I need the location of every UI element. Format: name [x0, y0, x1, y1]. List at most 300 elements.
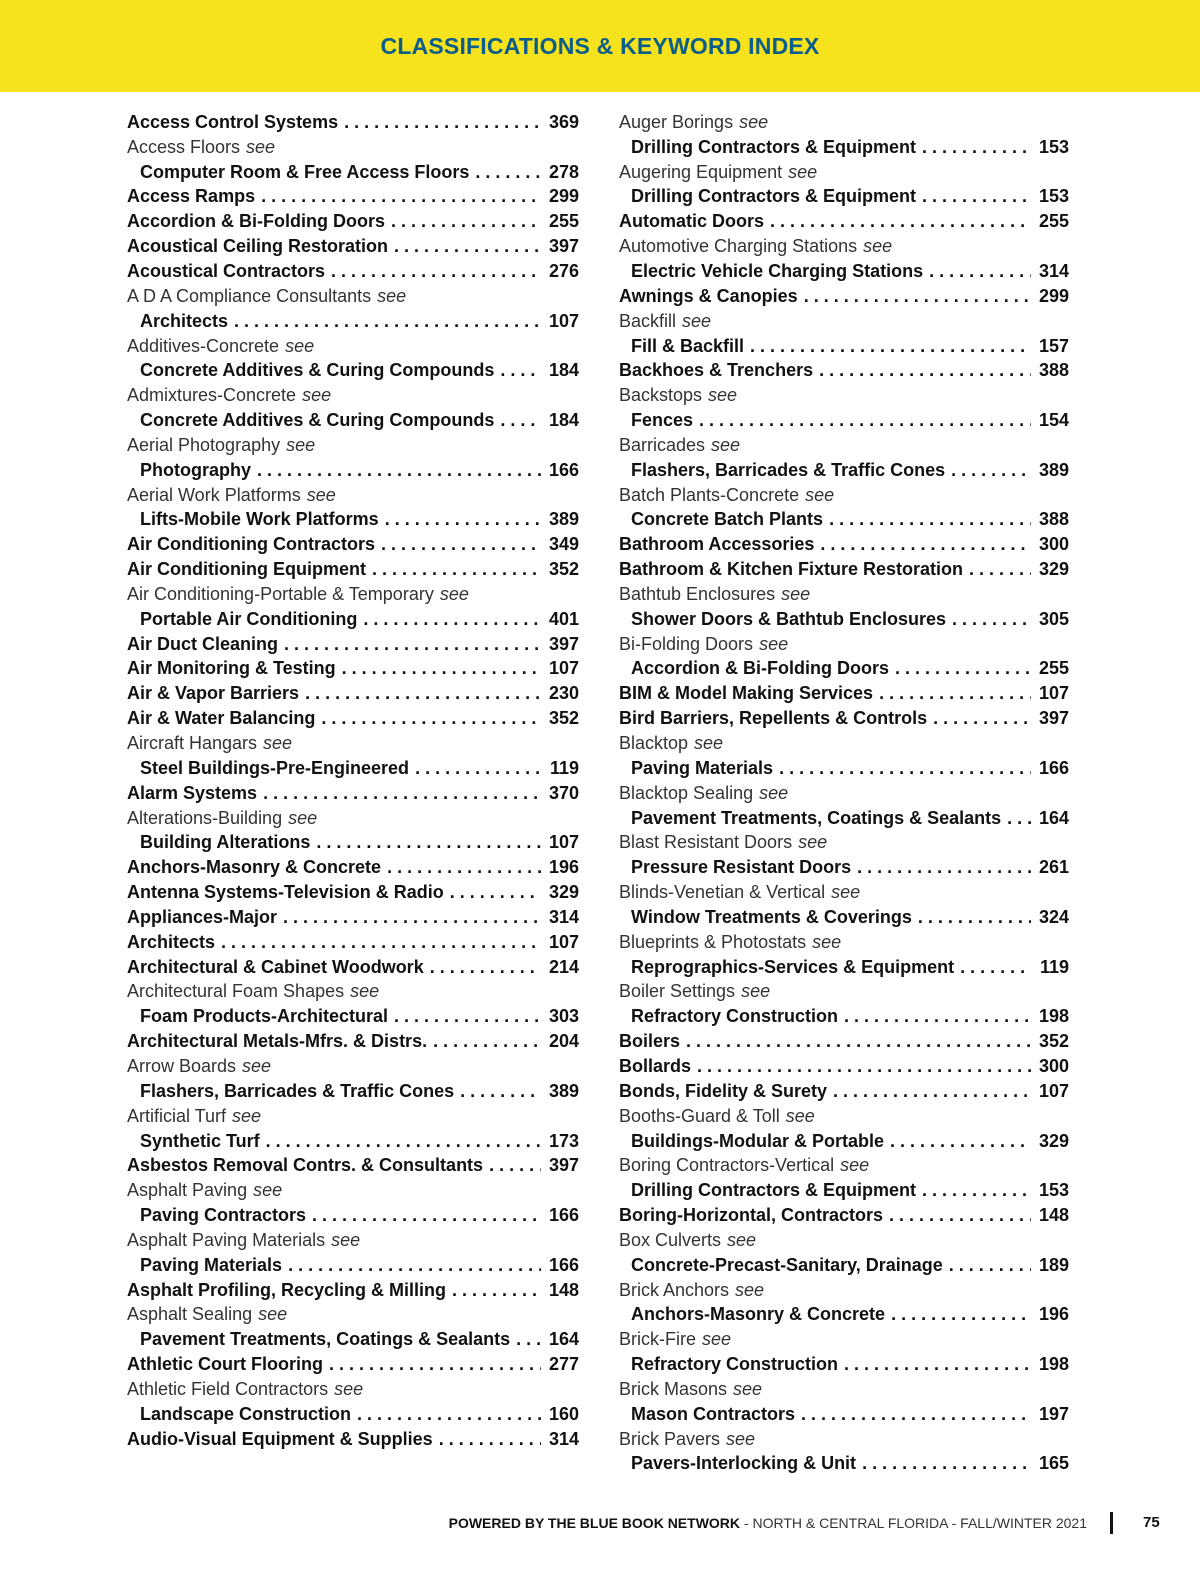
dot-leader	[357, 1404, 541, 1425]
dot-leader	[385, 509, 541, 530]
entry-page-number: 300	[1038, 534, 1069, 555]
dot-leader	[266, 1131, 541, 1152]
index-cross-reference	[127, 1178, 579, 1203]
entry-title: Concrete-Precast-Sanitary, Drainage	[631, 1254, 943, 1275]
see-label: see	[840, 1155, 870, 1176]
entry-title: Refractory Construction	[631, 1354, 839, 1375]
entry-page-number: 107	[1038, 1080, 1069, 1101]
entry-page-number: 389	[1038, 459, 1069, 480]
dot-leader	[686, 1031, 1031, 1052]
dot-leader	[929, 261, 1031, 282]
index-entry-target	[127, 408, 579, 433]
see-label: see	[377, 285, 407, 306]
index-cross-reference	[619, 781, 1069, 806]
index-entry-target	[619, 1452, 1069, 1477]
index-entry-target	[619, 756, 1069, 781]
index-cross-reference	[619, 383, 1069, 408]
entry-title: Paving Contractors	[140, 1205, 307, 1226]
index-entry	[619, 1029, 1069, 1054]
index-cross-reference	[619, 582, 1069, 607]
entry-page-number: 153	[1038, 186, 1069, 207]
entry-title: Air Conditioning Equipment	[127, 559, 366, 580]
dot-leader	[857, 857, 1031, 878]
entry-title: Computer Room & Free Access Floors	[140, 161, 470, 182]
entry-title: Acoustical Ceiling Restoration	[127, 236, 389, 257]
cross-reference-term: Asphalt Paving	[127, 1180, 248, 1201]
cross-reference-term: Air Conditioning-Portable & Temporary	[127, 583, 434, 604]
entry-title: Air & Vapor Barriers	[127, 683, 300, 704]
entry-page-number: 401	[548, 608, 579, 629]
cross-reference-term: Brick-Fire	[619, 1329, 696, 1350]
entry-title: Synthetic Turf	[140, 1130, 260, 1151]
entry-title: Photography	[140, 459, 251, 480]
entry-page-number: 198	[1038, 1006, 1069, 1027]
see-label: see	[781, 583, 811, 604]
see-label: see	[306, 484, 336, 505]
entry-title: Boring-Horizontal, Contractors	[619, 1205, 883, 1226]
see-label: see	[302, 385, 332, 406]
page-footer	[0, 1512, 1200, 1536]
entry-page-number: 153	[1038, 1180, 1069, 1201]
entry-title: Architectural & Cabinet Woodwork	[127, 956, 424, 977]
dot-leader	[305, 683, 541, 704]
entry-title: Landscape Construction	[140, 1403, 352, 1424]
dot-leader	[862, 1453, 1031, 1474]
index-entry	[127, 1278, 579, 1303]
see-label: see	[331, 1229, 361, 1250]
dot-leader	[895, 658, 1031, 679]
entry-page-number: 184	[548, 410, 579, 431]
entry-title: Concrete Additives & Curing Compounds	[140, 360, 495, 381]
see-label: see	[798, 832, 828, 853]
dot-leader	[804, 286, 1031, 307]
entry-page-number: 314	[548, 906, 579, 927]
see-label: see	[739, 111, 769, 132]
entry-page-number: 397	[548, 633, 579, 654]
index-entry	[127, 1029, 579, 1054]
entry-title: Asbestos Removal Contrs. & Consultants	[127, 1155, 484, 1176]
cross-reference-term: Arrow Boards	[127, 1055, 237, 1076]
index-entry-target	[619, 408, 1069, 433]
index-entry-target	[127, 309, 579, 334]
entry-page-number: 255	[1038, 658, 1069, 679]
index-cross-reference	[619, 1278, 1069, 1303]
dot-leader	[1007, 808, 1031, 829]
entry-page-number: 157	[1038, 335, 1069, 356]
index-entry-target	[127, 160, 579, 185]
index-entry-target	[619, 1303, 1069, 1328]
dot-leader	[489, 1155, 541, 1176]
entry-title: Drilling Contractors & Equipment	[631, 1180, 917, 1201]
index-entry	[127, 930, 579, 955]
dot-leader	[844, 1006, 1031, 1027]
entry-page-number: 189	[1038, 1254, 1069, 1275]
entry-page-number: 329	[1038, 559, 1069, 580]
entry-page-number: 107	[548, 310, 579, 331]
index-entry-target	[619, 1352, 1069, 1377]
entry-title: Access Ramps	[127, 186, 256, 207]
dot-leader	[933, 708, 1031, 729]
index-entry	[127, 657, 579, 682]
footer-edition: - NORTH & CENTRAL FLORIDA - FALL/WINTER 2021	[740, 1515, 1087, 1531]
cross-reference-term: Admixtures-Concrete	[127, 385, 297, 406]
cross-reference-term: Booths-Guard & Toll	[619, 1105, 780, 1126]
dot-leader	[949, 1255, 1031, 1276]
cross-reference-term: Athletic Field Contractors	[127, 1378, 329, 1399]
index-entry-target	[619, 1004, 1069, 1029]
see-label: see	[788, 161, 818, 182]
entry-page-number: 352	[548, 708, 579, 729]
entry-title: Concrete Additives & Curing Compounds	[140, 410, 495, 431]
index-entry	[619, 1054, 1069, 1079]
dot-leader	[833, 1081, 1031, 1102]
index-entry	[619, 681, 1069, 706]
entry-title: Refractory Construction	[631, 1006, 839, 1027]
index-cross-reference	[127, 433, 579, 458]
entry-page-number: 166	[1038, 757, 1069, 778]
index-entry	[127, 234, 579, 259]
footer-text	[449, 1515, 1087, 1531]
index-entry	[127, 1352, 579, 1377]
index-cross-reference	[127, 483, 579, 508]
index-entry-target	[127, 1129, 579, 1154]
entry-title: Electric Vehicle Charging Stations	[631, 260, 924, 281]
index-entry-target	[619, 259, 1069, 284]
entry-title: Mason Contractors	[631, 1403, 796, 1424]
cross-reference-term: Augering Equipment	[619, 161, 783, 182]
see-label: see	[708, 385, 738, 406]
index-entry-target	[127, 1253, 579, 1278]
entry-title: Bathroom Accessories	[619, 534, 815, 555]
index-entry-target	[127, 508, 579, 533]
dot-leader	[452, 1280, 541, 1301]
entry-title: Drilling Contractors & Equipment	[631, 136, 917, 157]
entry-page-number: 388	[1038, 509, 1069, 530]
index-entry-target	[127, 1402, 579, 1427]
entry-title: Air Duct Cleaning	[127, 633, 279, 654]
cross-reference-term: Blast Resistant Doors	[619, 832, 793, 853]
index-entry	[127, 632, 579, 657]
dot-leader	[263, 783, 541, 804]
entry-page-number: 369	[548, 111, 579, 132]
entry-title: BIM & Model Making Services	[619, 683, 874, 704]
entry-title: Concrete Batch Plants	[631, 509, 824, 530]
page-number: 75	[1143, 1514, 1160, 1531]
entry-page-number: 329	[1038, 1130, 1069, 1151]
dot-leader	[922, 137, 1031, 158]
dot-leader	[430, 957, 541, 978]
entry-page-number: 276	[548, 260, 579, 281]
entry-page-number: 166	[548, 1254, 579, 1275]
entry-title: Pressure Resistant Doors	[631, 857, 852, 878]
entry-page-number: 300	[1038, 1055, 1069, 1076]
index-cross-reference	[619, 160, 1069, 185]
entry-title: Boilers	[619, 1031, 681, 1052]
dot-leader	[918, 907, 1031, 928]
entry-page-number: 397	[548, 1155, 579, 1176]
dot-leader	[381, 534, 541, 555]
entry-title: Air & Water Balancing	[127, 708, 316, 729]
see-label: see	[288, 807, 318, 828]
cross-reference-term: Boiler Settings	[619, 981, 736, 1002]
cross-reference-term: Aircraft Hangars	[127, 733, 258, 754]
cross-reference-term: Brick Anchors	[619, 1279, 730, 1300]
entry-page-number: 184	[548, 360, 579, 381]
index-cross-reference	[127, 1228, 579, 1253]
entry-page-number: 160	[548, 1403, 579, 1424]
cross-reference-term: Aerial Photography	[127, 434, 281, 455]
index-entry-target	[127, 458, 579, 483]
see-label: see	[439, 583, 469, 604]
index-entry	[127, 880, 579, 905]
cross-reference-term: A D A Compliance Consultants	[127, 285, 372, 306]
entry-page-number: 255	[548, 211, 579, 232]
dot-leader	[415, 758, 541, 779]
index-cross-reference	[619, 632, 1069, 657]
entry-page-number: 230	[548, 683, 579, 704]
entry-title: Flashers, Barricades & Traffic Cones	[140, 1080, 455, 1101]
dot-leader	[891, 1304, 1031, 1325]
see-label: see	[812, 931, 842, 952]
entry-title: Backhoes & Trenchers	[619, 360, 814, 381]
index-entry-target	[127, 1004, 579, 1029]
entry-page-number: 197	[1038, 1403, 1069, 1424]
entry-title: Bonds, Fidelity & Surety	[619, 1080, 828, 1101]
see-label: see	[711, 434, 741, 455]
index-entry-target	[127, 1203, 579, 1228]
index-entry-target	[619, 1129, 1069, 1154]
index-cross-reference	[619, 309, 1069, 334]
cross-reference-term: Blueprints & Photostats	[619, 931, 807, 952]
index-cross-reference	[127, 334, 579, 359]
entry-title: Antenna Systems-Television & Radio	[127, 882, 444, 903]
entry-page-number: 166	[548, 1205, 579, 1226]
entry-page-number: 107	[548, 658, 579, 679]
entry-page-number: 214	[548, 956, 579, 977]
entry-title: Asphalt Profiling, Recycling & Milling	[127, 1279, 447, 1300]
entry-page-number: 119	[1039, 956, 1069, 977]
dot-leader	[952, 609, 1031, 630]
dot-leader	[697, 1056, 1031, 1077]
index-entry-target	[619, 855, 1069, 880]
dot-leader	[516, 1329, 541, 1350]
dot-leader	[699, 410, 1031, 431]
dot-leader	[460, 1081, 541, 1102]
cross-reference-term: Auger Borings	[619, 111, 734, 132]
index-entry-target	[619, 806, 1069, 831]
entry-title: Steel Buildings-Pre-Engineered	[140, 757, 410, 778]
dot-leader	[394, 1006, 541, 1027]
dot-leader	[221, 932, 541, 953]
entry-title: Drilling Contractors & Equipment	[631, 186, 917, 207]
index-cross-reference	[619, 110, 1069, 135]
entry-page-number: 305	[1038, 608, 1069, 629]
index-entry-target	[127, 756, 579, 781]
entry-page-number: 119	[549, 757, 579, 778]
entry-title: Accordion & Bi-Folding Doors	[127, 211, 385, 232]
dot-leader	[951, 460, 1031, 481]
entry-title: Portable Air Conditioning	[140, 608, 358, 629]
entry-title: Paving Materials	[140, 1254, 283, 1275]
entry-page-number: 165	[1038, 1453, 1069, 1474]
index-entry-target	[619, 607, 1069, 632]
dot-leader	[890, 1131, 1031, 1152]
see-label: see	[285, 335, 315, 356]
dot-leader	[829, 509, 1031, 530]
dot-leader	[922, 186, 1031, 207]
cross-reference-term: Bathtub Enclosures	[619, 583, 776, 604]
cross-reference-term: Backstops	[619, 385, 703, 406]
index-cross-reference	[127, 980, 579, 1005]
entry-page-number: 148	[1038, 1205, 1069, 1226]
entry-title: Air Monitoring & Testing	[127, 658, 336, 679]
entry-title: Bird Barriers, Repellents & Controls	[619, 708, 928, 729]
entry-page-number: 314	[548, 1428, 579, 1449]
index-cross-reference	[619, 731, 1069, 756]
entry-page-number: 299	[548, 186, 579, 207]
cross-reference-term: Backfill	[619, 310, 677, 331]
index-cross-reference	[619, 880, 1069, 905]
index-cross-reference	[619, 433, 1069, 458]
entry-page-number: 198	[1038, 1354, 1069, 1375]
index-entry-target	[619, 185, 1069, 210]
footer-brand: POWERED BY THE BLUE BOOK NETWORK	[448, 1515, 741, 1531]
index-entry-target	[619, 1402, 1069, 1427]
cross-reference-term: Batch Plants-Concrete	[619, 484, 800, 505]
entry-title: Architectural Metals-Mfrs. & Distrs.	[127, 1031, 428, 1052]
index-cross-reference	[127, 135, 579, 160]
index-cross-reference	[127, 1377, 579, 1402]
entry-page-number: 148	[548, 1279, 579, 1300]
dot-leader	[257, 460, 541, 481]
see-label: see	[702, 1329, 732, 1350]
entry-page-number: 389	[548, 1080, 579, 1101]
index-entry	[619, 209, 1069, 234]
entry-page-number: 397	[548, 236, 579, 257]
entry-page-number: 277	[548, 1354, 579, 1375]
index-entry	[127, 706, 579, 731]
index-entry-target	[619, 135, 1069, 160]
entry-title: Pavement Treatments, Coatings & Sealants	[140, 1329, 511, 1350]
see-label: see	[741, 981, 771, 1002]
entry-title: Acoustical Contractors	[127, 260, 326, 281]
index-entry-target	[127, 1327, 579, 1352]
index-entry	[127, 681, 579, 706]
cross-reference-term: Architectural Foam Shapes	[127, 981, 345, 1002]
dot-leader	[283, 907, 541, 928]
index-entry	[619, 1079, 1069, 1104]
dot-leader	[960, 957, 1031, 978]
cross-reference-term: Bi-Folding Doors	[619, 633, 754, 654]
index-cross-reference	[619, 980, 1069, 1005]
see-label: see	[253, 1180, 283, 1201]
entry-title: Bollards	[619, 1055, 692, 1076]
entry-title: Automatic Doors	[619, 211, 765, 232]
entry-page-number: 352	[1038, 1031, 1069, 1052]
entry-page-number: 196	[548, 857, 579, 878]
entry-title: Pavement Treatments, Coatings & Sealants	[631, 807, 1002, 828]
dot-leader	[394, 236, 541, 257]
entry-title: Flashers, Barricades & Traffic Cones	[631, 459, 946, 480]
index-entry	[127, 905, 579, 930]
see-label: see	[727, 1229, 757, 1250]
dot-leader	[321, 708, 541, 729]
cross-reference-term: Box Culverts	[619, 1229, 722, 1250]
index-entry	[127, 532, 579, 557]
see-label: see	[805, 484, 835, 505]
see-label: see	[242, 1055, 272, 1076]
entry-title: Athletic Court Flooring	[127, 1354, 323, 1375]
index-cross-reference	[619, 1153, 1069, 1178]
entry-page-number: 324	[1038, 906, 1069, 927]
index-cross-reference	[127, 1303, 579, 1328]
entry-title: Buildings-Modular & Portable	[631, 1130, 885, 1151]
entry-page-number: 352	[548, 559, 579, 580]
index-entry	[619, 284, 1069, 309]
see-label: see	[246, 136, 276, 157]
dot-leader	[439, 1429, 541, 1450]
dot-leader	[500, 360, 541, 381]
entry-title: Fill & Backfill	[631, 335, 745, 356]
dot-leader	[433, 1031, 541, 1052]
see-label: see	[759, 633, 789, 654]
index-entry	[127, 1427, 579, 1452]
see-label: see	[232, 1105, 262, 1126]
cross-reference-term: Blacktop	[619, 733, 689, 754]
see-label: see	[350, 981, 380, 1002]
entry-title: Paving Materials	[631, 757, 774, 778]
entry-page-number: 107	[1038, 683, 1069, 704]
dot-leader	[387, 857, 541, 878]
cross-reference-term: Artificial Turf	[127, 1105, 227, 1126]
index-entry-target	[619, 334, 1069, 359]
dot-leader	[879, 683, 1031, 704]
see-label: see	[726, 1428, 756, 1449]
dot-leader	[344, 112, 541, 133]
cross-reference-term: Alterations-Building	[127, 807, 283, 828]
index-entry-target	[619, 1253, 1069, 1278]
index-entry	[619, 557, 1069, 582]
entry-title: Shower Doors & Bathtub Enclosures	[631, 608, 947, 629]
index-cross-reference	[619, 1327, 1069, 1352]
cross-reference-term: Additives-Concrete	[127, 335, 280, 356]
entry-title: Awnings & Canopies	[619, 285, 798, 306]
entry-page-number: 397	[1038, 708, 1069, 729]
cross-reference-term: Brick Masons	[619, 1378, 728, 1399]
entry-page-number: 204	[548, 1031, 579, 1052]
index-cross-reference	[127, 383, 579, 408]
see-label: see	[759, 782, 789, 803]
index-cross-reference	[127, 582, 579, 607]
entry-title: Alarm Systems	[127, 782, 258, 803]
page-title: CLASSIFICATIONS & KEYWORD INDEX	[380, 33, 820, 59]
see-label: see	[831, 882, 861, 903]
index-cross-reference	[619, 1427, 1069, 1452]
entry-title: Audio-Visual Equipment & Supplies	[127, 1428, 433, 1449]
dot-leader	[261, 186, 541, 207]
dot-leader	[342, 658, 541, 679]
dot-leader	[889, 1205, 1031, 1226]
index-cross-reference	[619, 483, 1069, 508]
dot-leader	[922, 1180, 1031, 1201]
see-label: see	[735, 1279, 765, 1300]
entry-page-number: 173	[548, 1130, 579, 1151]
index-entry	[127, 855, 579, 880]
index-entry-target	[127, 607, 579, 632]
dot-leader	[312, 1205, 541, 1226]
index-entry	[127, 557, 579, 582]
see-label: see	[733, 1378, 763, 1399]
